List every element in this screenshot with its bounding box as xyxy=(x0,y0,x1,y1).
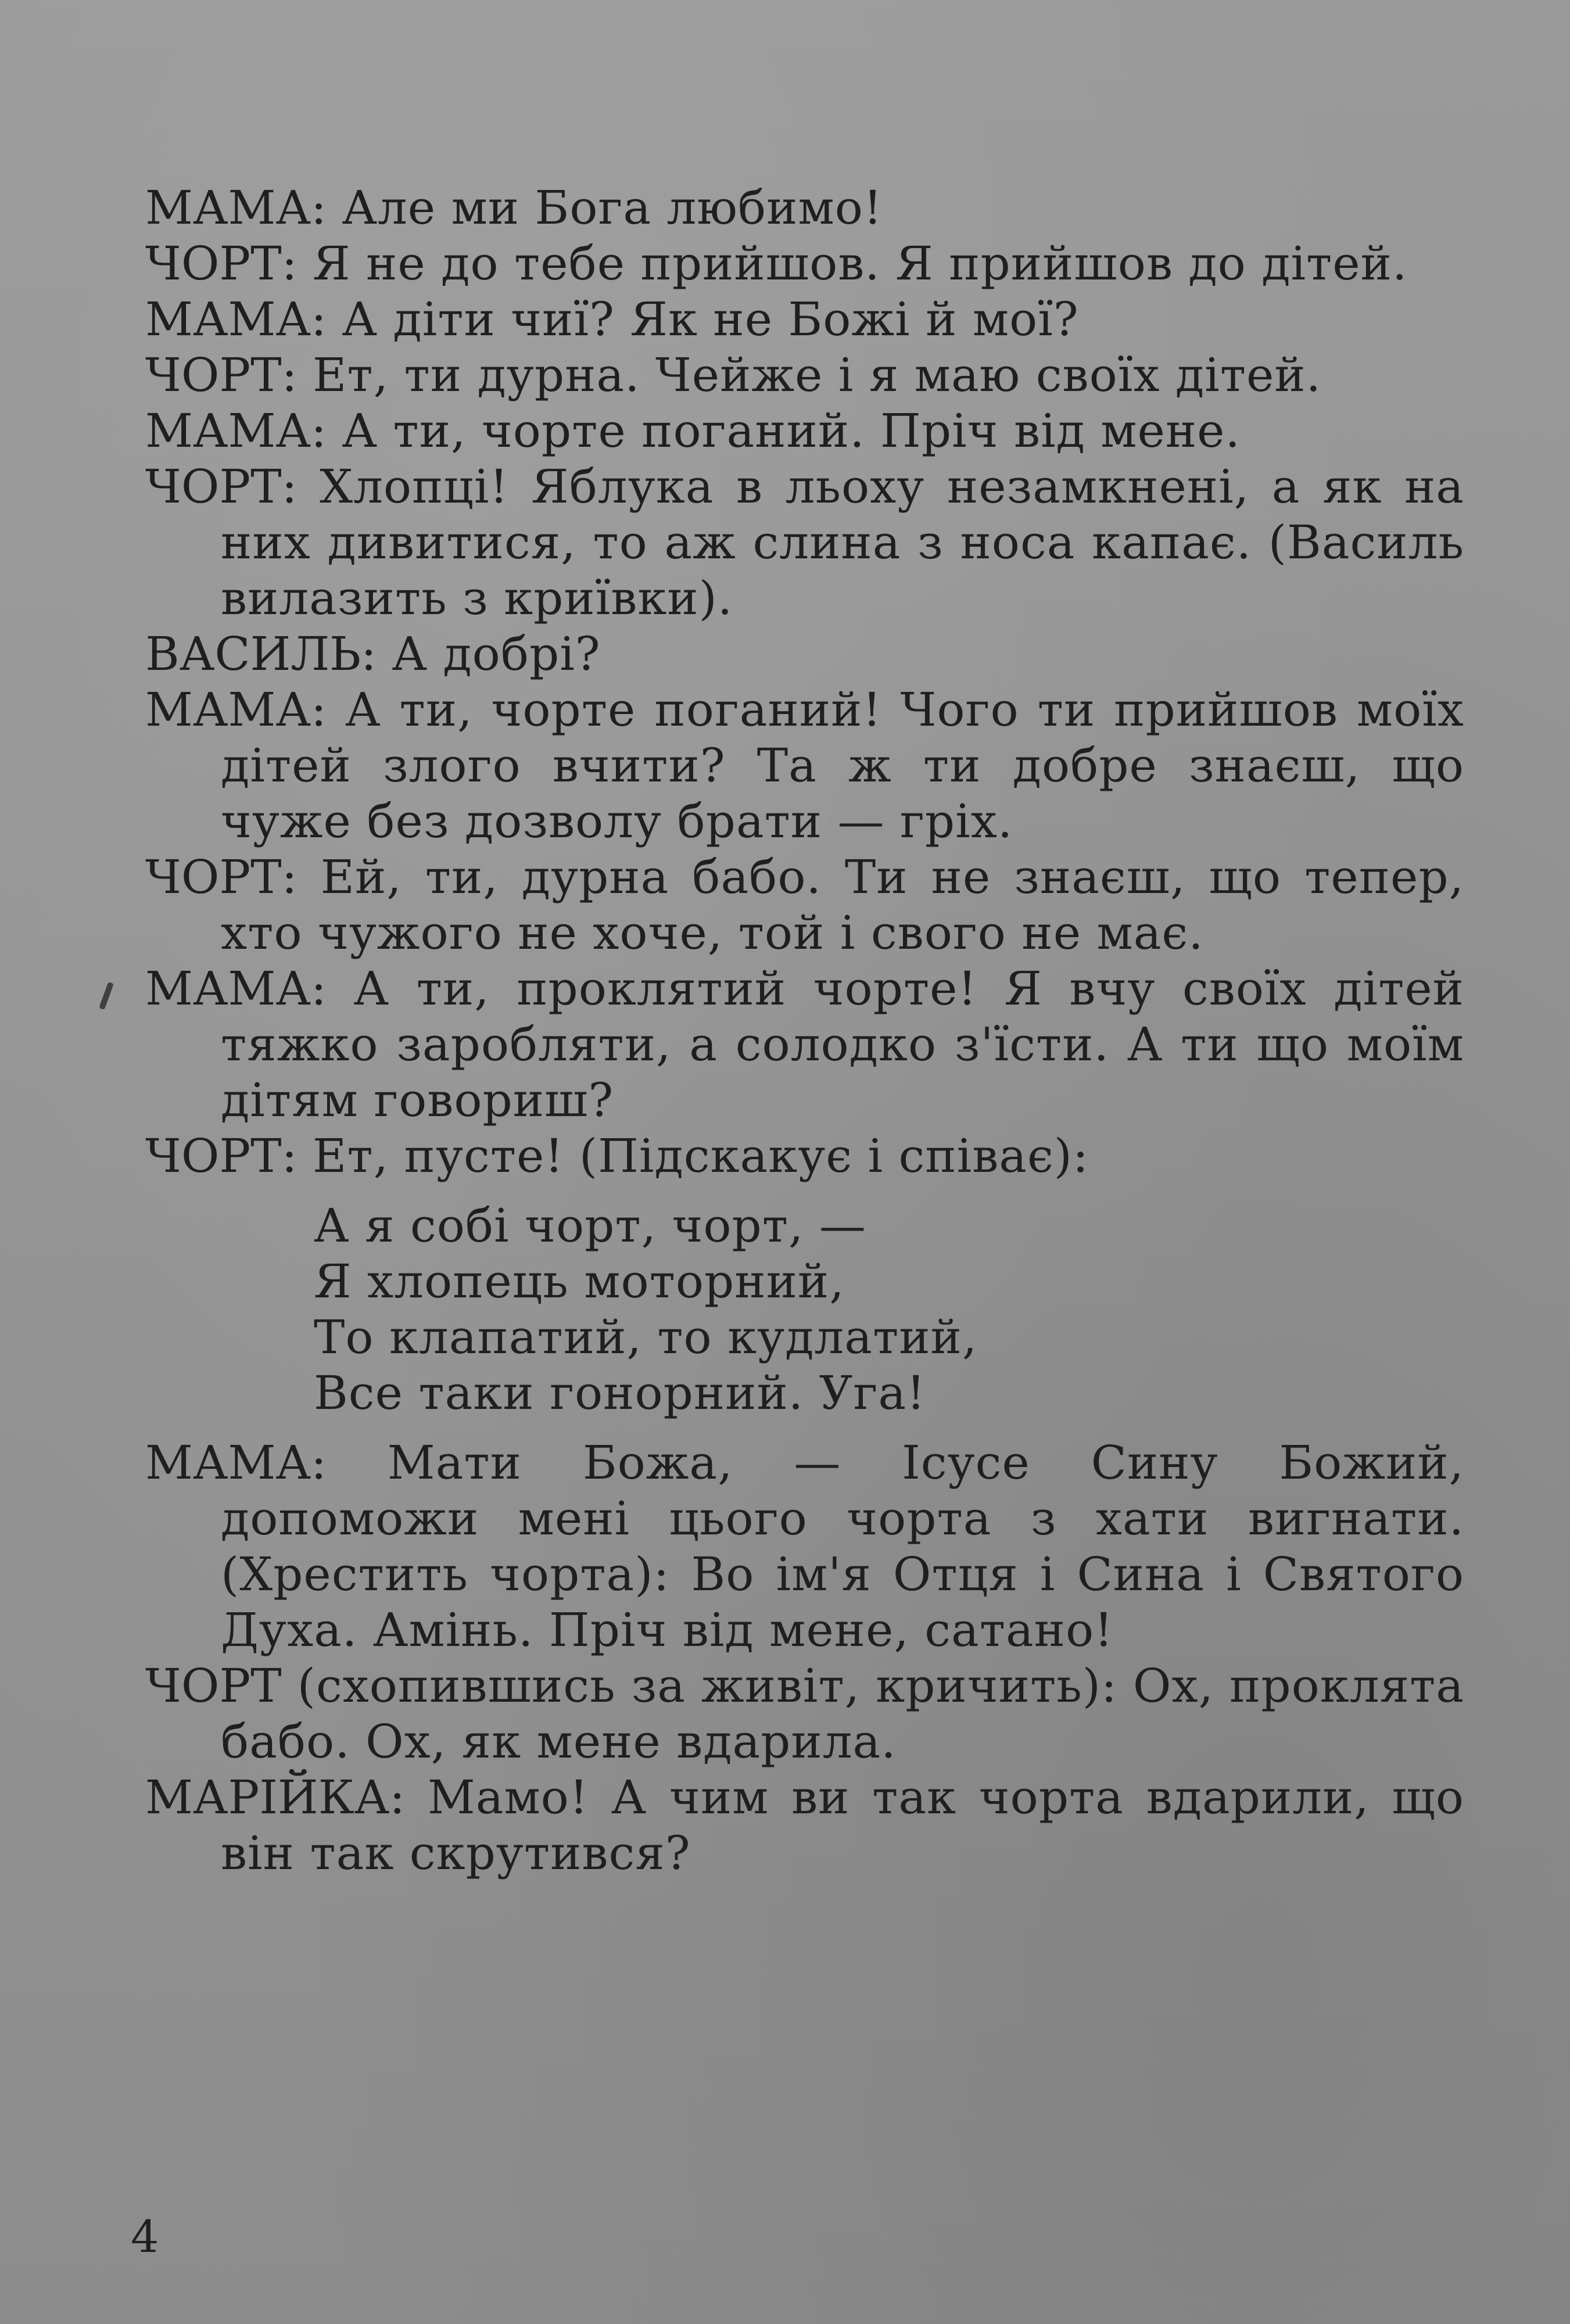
speaker-name: ЧОРТ xyxy=(145,1659,282,1713)
dialogue-line xyxy=(145,1658,1464,1770)
speaker-name: ЧОРТ: xyxy=(145,348,297,402)
speaker-name: МАМА: xyxy=(145,292,327,346)
verse-line: А я собі чорт, чорт, — xyxy=(314,1199,866,1253)
dialogue-text: Мамо! А чим ви так чорта вдарили, що він так скрутився? xyxy=(221,1770,1464,1880)
dialogue-text: Ей, ти, дурна бабо. Ти не знаєш, що тепер, хто чужого не хоче, той і свого не має. xyxy=(221,850,1465,960)
speaker-name: МАРІЙКА: xyxy=(145,1770,406,1824)
dialogue-line xyxy=(145,1435,1464,1658)
speaker-name: МАМА: xyxy=(145,962,327,1016)
verse-line: Все таки гонорний. Уга! xyxy=(314,1366,926,1420)
dialogue-line xyxy=(145,849,1464,961)
speaker-name: ВАСИЛЬ: xyxy=(145,627,377,681)
dialogue-text: Я не до тебе прийшов. Я прийшов до дітей. xyxy=(313,236,1408,290)
dialogue-text: (схопившись за живіт, кричить): Ох, проклята бабо. Ох, як мене вдарила. xyxy=(221,1659,1464,1769)
speaker-name: ЧОРТ: xyxy=(145,850,297,904)
speaker-name: МАМА: xyxy=(145,181,327,235)
dialogue-text: А діти чиї? Як не Божі й мої? xyxy=(342,292,1079,346)
dialogue-text: Ет, пусте! (Підскакує і співає): xyxy=(313,1129,1089,1183)
dialogue-text: А ти, чорте поганий. Пріч від мене. xyxy=(342,404,1241,458)
dialogue-text: А ти, чорте поганий! Чого ти прийшов моїх дітей злого вчити? Та ж ти добре знаєш, що чуже без дозволу брати — гріх. xyxy=(221,683,1464,848)
speaker-name: МАМА: xyxy=(145,1436,327,1490)
dialogue-line xyxy=(145,292,1464,347)
page-number: 4 xyxy=(131,2211,159,2262)
dialogue-line xyxy=(145,403,1464,459)
speaker-name: ЧОРТ: xyxy=(145,1129,297,1183)
dialogue-line xyxy=(145,1128,1464,1184)
dialogue-text: Мати Божа, — Ісусе Сину Божий, допоможи мені цього чорта з хати вигнати. (Хрестить чорта): Во ім'я Отця і Сина і Святого Духа. Амінь. Пріч від мене, сатано! xyxy=(221,1436,1464,1657)
play-text xyxy=(145,180,1464,1881)
speaker-name: МАМА: xyxy=(145,683,327,737)
pen-mark xyxy=(99,982,114,1010)
verse-line: То клапатий, то кудлатий, xyxy=(314,1310,978,1364)
dialogue-text: А ти, проклятий чорте! Я вчу своїх дітей тяжко заробляти, а солодко з'їсти. А ти що моїм дітям говориш? xyxy=(221,962,1464,1127)
speaker-name: ЧОРТ: xyxy=(145,236,297,290)
dialogue-line xyxy=(145,180,1464,236)
song-verse xyxy=(314,1198,1464,1421)
dialogue-line xyxy=(145,961,1464,1128)
dialogue-text: Ет, ти дурна. Чейже і я маю своїх дітей. xyxy=(313,348,1322,402)
dialogue-text: Хлопці! Яблука в льоху незамкнені, а як на них дивитися, то аж слина з носа капає. (Василь вилазить з криївки). xyxy=(221,460,1464,625)
dialogue-line xyxy=(145,347,1464,403)
speaker-name: ЧОРТ: xyxy=(145,460,297,514)
dialogue-line xyxy=(145,236,1464,292)
dialogue-line xyxy=(145,682,1464,849)
dialogue-line xyxy=(145,626,1464,682)
dialogue-text: Але ми Бога любимо! xyxy=(342,181,883,235)
verse-line: Я хлопець моторний, xyxy=(314,1254,845,1308)
dialogue-text: А добрі? xyxy=(392,627,601,681)
speaker-name: МАМА: xyxy=(145,404,327,458)
dialogue-line xyxy=(145,459,1464,626)
dialogue-line xyxy=(145,1770,1464,1881)
